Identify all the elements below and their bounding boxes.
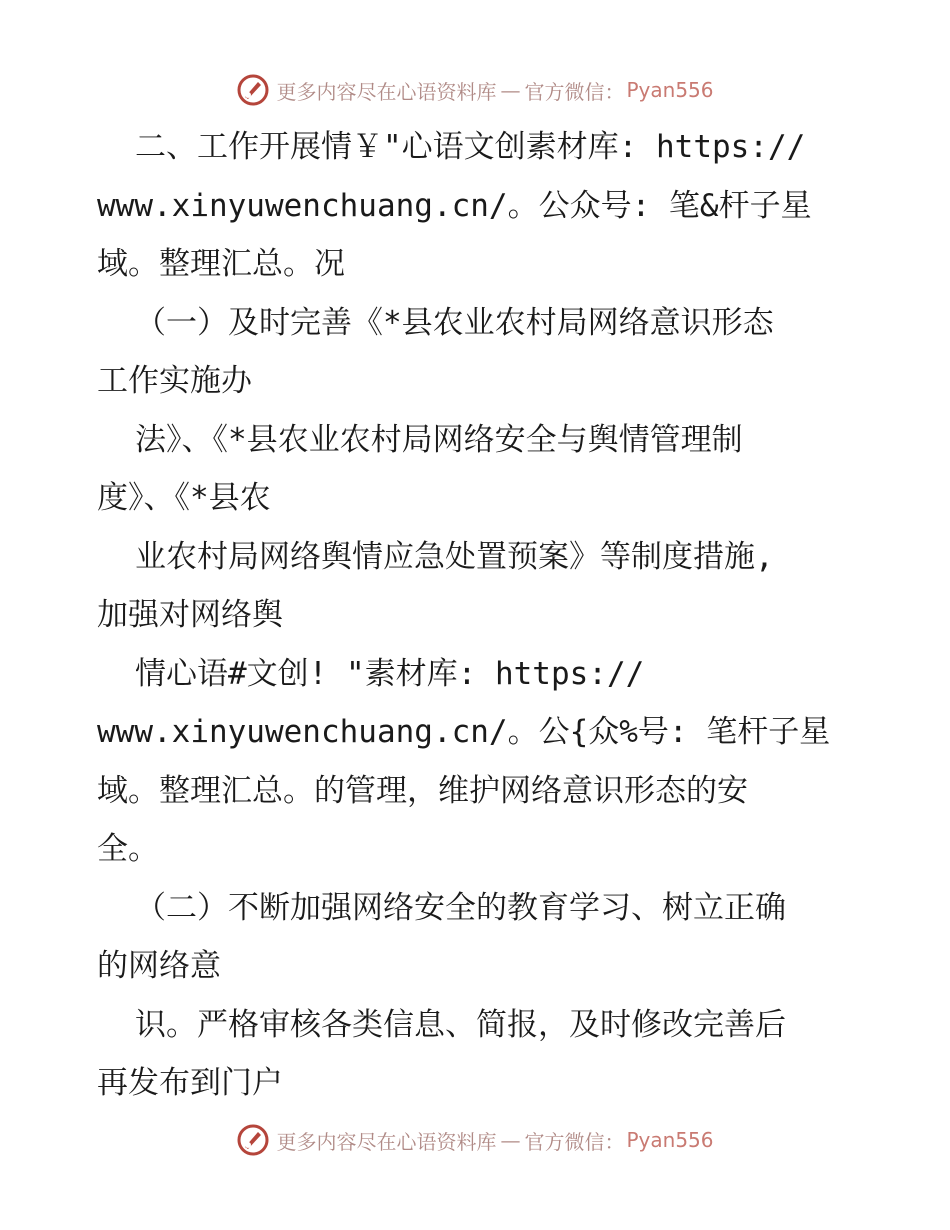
banner-wechat-label: 官方微信：	[524, 79, 625, 104]
text-line: 的网络意	[97, 948, 221, 984]
text-line: www.xinyuwenchuang.cn/。公{众%号: 笔杆子星	[97, 714, 831, 750]
text-line: 域。整理汇总。的管理，维护网络意识形态的安	[97, 772, 748, 809]
text-line: 工作实施办	[97, 363, 252, 399]
text-line: 全。	[97, 831, 159, 867]
text-line: 情心语#文创! "素材库: https://	[135, 655, 645, 692]
banner-handle: Pyan556	[626, 1128, 714, 1152]
header-watermark	[0, 70, 950, 110]
text-line: 二、工作开展情￥"心语文创素材库: https://	[135, 129, 806, 165]
banner-separator: —	[500, 78, 521, 102]
text-line: 度》、《*县农	[97, 480, 271, 516]
quill-pen-logo-icon	[236, 73, 270, 107]
text-line: www.xinyuwenchuang.cn/。公众号: 笔&杆子星	[97, 187, 812, 224]
text-line: （二）不断加强网络安全的教育学习、树立正确	[135, 889, 786, 926]
document-body	[97, 118, 857, 1113]
text-line: 法》、《*县农业农村局网络安全与舆情管理制	[135, 421, 743, 458]
text-line: 加强对网络舆	[97, 597, 283, 633]
quill-pen-logo-icon	[236, 1123, 270, 1157]
banner-wechat-label: 官方微信：	[524, 1129, 625, 1154]
text-line: 识。严格审核各类信息、简报，及时修改完善后	[135, 1006, 786, 1043]
footer-watermark	[0, 1120, 950, 1160]
banner-separator: —	[500, 1128, 521, 1152]
banner-handle: Pyan556	[626, 78, 714, 102]
banner-text: 更多内容尽在心语资料库	[276, 79, 497, 104]
text-line: 业农村局网络舆情应急处置预案》等制度措施,	[135, 538, 774, 575]
banner-text: 更多内容尽在心语资料库	[276, 1129, 497, 1154]
text-line: （一）及时完善《*县农业农村局网络意识形态	[135, 304, 774, 341]
text-line: 域。整理汇总。况	[97, 246, 345, 282]
text-line: 再发布到门户	[97, 1065, 283, 1101]
